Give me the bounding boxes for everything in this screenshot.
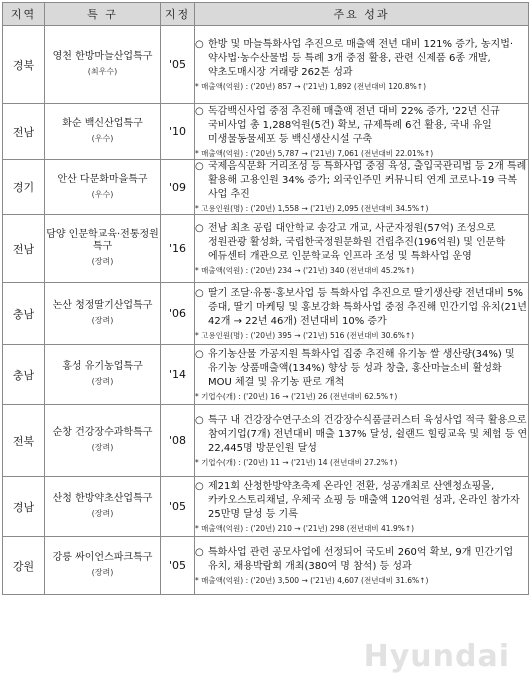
zone-name: 화순 백신산업특구 — [62, 118, 143, 129]
circle-bullet-icon: ○ — [195, 348, 204, 360]
performance-bullet — [195, 160, 528, 202]
region-cell — [3, 104, 45, 160]
zone-name: 산청 한방약초산업특구 — [52, 493, 153, 504]
zone-rating: (장려) — [91, 377, 114, 386]
header-region: 지역 — [3, 3, 45, 26]
performance-bullet — [195, 480, 528, 522]
performance-table — [2, 2, 529, 595]
circle-bullet-icon: ○ — [195, 414, 204, 426]
zone-cell — [45, 405, 161, 477]
circle-bullet-icon: ○ — [195, 222, 204, 234]
designation-year: '05 — [168, 58, 187, 71]
watermark: Hyundai — [363, 639, 510, 674]
region-cell — [3, 537, 45, 595]
performance-text: 유기농산물 가공지원 특화사업 집중 추진해 유기농 쌀 생산량(34%) 및 유기농 상품매출액(134%) 향상 등 성과 창출, 홍산마늘소비 활성화 MOU 체결 및 유기농 판로 개척 — [208, 348, 515, 388]
zone-cell — [45, 104, 161, 160]
performance-note: * 매출액(억원) : ('20년) 857 → ('21년) 1,892 (전년대비 120.8%↑) — [195, 81, 426, 91]
performance-cell — [195, 345, 529, 405]
region-label: 경남 — [12, 500, 35, 514]
zone-name: 논산 청정딸기산업특구 — [52, 300, 153, 311]
designation-year-cell — [161, 283, 195, 345]
zone-name: 홍성 유기농업특구 — [62, 361, 143, 372]
performance-text: 제21회 산청한방약초축제 온라인 전환, 성공개최로 산엔청쇼핑몰, 카카오스토리채널, 우체국 쇼핑 등 매출액 120억원 성과, 온라인 참가자 25만명 달성 등 기록 — [208, 480, 520, 520]
zone-rating: (장려) — [91, 316, 114, 325]
designation-year: '06 — [168, 307, 187, 320]
table-row — [3, 26, 529, 104]
performance-text: 국제음식문화 거리조성 등 특화사업 중점 육성, 출입국관리법 등 2개 특례 활용해 고용인원 34% 증가; 외국인주민 커뮤니티 연계 코로나-19 극복 사업 추진 — [208, 161, 527, 200]
circle-bullet-icon: ○ — [195, 546, 204, 558]
designation-year: '05 — [168, 559, 187, 572]
table-row — [3, 405, 529, 477]
performance-bullet — [195, 414, 528, 456]
region-cell — [3, 26, 45, 104]
zone-rating: (우수) — [91, 189, 114, 199]
designation-year-cell — [161, 160, 195, 215]
region-cell — [3, 345, 45, 405]
circle-bullet-icon: ○ — [195, 105, 204, 117]
designation-year: '16 — [168, 242, 187, 255]
performance-bullet — [195, 105, 528, 147]
performance-cell — [195, 537, 529, 595]
performance-cell — [195, 104, 529, 160]
table-row — [3, 215, 529, 283]
designation-year: '09 — [168, 180, 187, 194]
region-label: 충남 — [12, 307, 35, 321]
performance-bullet — [195, 222, 528, 264]
performance-cell — [195, 160, 529, 215]
designation-year-cell — [161, 215, 195, 283]
zone-cell — [45, 345, 161, 405]
performance-bullet — [195, 348, 528, 390]
zone-rating: (우수) — [91, 134, 114, 143]
performance-bullet — [195, 38, 528, 80]
zone-name: 순창 건강장수과학특구 — [52, 427, 153, 438]
performance-text: 특구 내 건강장수연구소의 건강장수식품클러스터 육성사업 적극 활용으로 참여기업(7개) 전년대비 매출 137% 달성, 쉴랜드 힐링교육 및 체험 등 연 22,445명 방문인원 달성 — [208, 414, 528, 454]
zone-cell — [45, 26, 161, 104]
header-zone: 특 구 — [45, 3, 161, 26]
region-label: 강원 — [12, 559, 35, 573]
performance-text: 독감백신사업 중점 추진해 매출액 전년 대비 22% 증가, '22년 신규 국비사업 총 1,288억원(5건) 확보, 규제특례 6건 활용, 국내 유일 미생물동물세포 등 백신생산시설 구축 — [208, 105, 500, 145]
region-cell — [3, 405, 45, 477]
performance-bullet — [195, 287, 528, 329]
zone-name: 담양 인문학교육·전통정원특구 — [46, 229, 159, 252]
zone-name: 영천 한방마늘산업특구 — [52, 51, 153, 62]
zone-cell — [45, 160, 161, 215]
circle-bullet-icon: ○ — [195, 480, 204, 492]
table-row — [3, 160, 529, 215]
performance-cell — [195, 283, 529, 345]
region-cell — [3, 283, 45, 345]
zone-name: 안산 다문화마을특구 — [57, 173, 148, 185]
performance-cell — [195, 477, 529, 537]
circle-bullet-icon: ○ — [195, 161, 204, 172]
performance-bullet — [195, 546, 528, 574]
designation-year-cell — [161, 477, 195, 537]
performance-note: * 매출액(억원) : ('20년) 5,787 → ('21년) 7,061 (전년대비 22.01%↑) — [195, 148, 434, 158]
performance-text: 특화사업 관련 공모사업에 선정되어 국도비 260억 확보, 9개 민간기업 유치, 채용박람회 개최(380여 명 참석) 등 성과 — [208, 546, 514, 572]
zone-rating: (장려) — [91, 257, 114, 266]
zone-name: 강릉 싸이언스파크특구 — [52, 552, 153, 563]
table-row — [3, 283, 529, 345]
region-label: 충남 — [12, 368, 35, 382]
designation-year-cell — [161, 537, 195, 595]
region-cell — [3, 215, 45, 283]
region-cell — [3, 160, 45, 215]
table-header-row — [3, 3, 529, 26]
designation-year: '05 — [168, 500, 187, 513]
designation-year-cell — [161, 26, 195, 104]
designation-year: '10 — [168, 125, 187, 138]
zone-rating: (최우수) — [87, 67, 118, 76]
designation-year-cell — [161, 104, 195, 160]
performance-note: * 기업수(개) : ('20년) 11 → ('21년) 14 (전년대비 27.2%↑) — [195, 457, 398, 467]
region-cell — [3, 477, 45, 537]
zone-rating: (장려) — [91, 509, 114, 518]
table-row — [3, 477, 529, 537]
circle-bullet-icon: ○ — [195, 38, 204, 50]
performance-note: * 기업수(개) : ('20년) 16 → ('21년) 26 (전년대비 62.5%↑) — [195, 391, 398, 401]
performance-note: * 매출액(억원) : ('20년) 210 → ('21년) 298 (전년대비 41.9%↑) — [195, 523, 415, 533]
performance-note: * 매출액(억원) : ('20년) 3,500 → ('21년) 4,607 (전년대비 31.6%↑) — [195, 575, 429, 585]
region-label: 전북 — [12, 434, 35, 448]
performance-text: 한방 및 마늘특화사업 추진으로 매출액 전년 대비 121% 증가, 농지법·약사법·농수산물법 등 특례 3개 중점 활용, 관련 신제품 6종 개발, 약초도매시장 거래량 262톤 성과 — [208, 38, 514, 78]
header-year: 지정 — [161, 3, 195, 26]
performance-text: 딸기 조달·유통·홍보사업 등 특화사업 추진으로 딸기생산량 전년대비 5% 증대, 딸기 마케팅 및 홍보강화 특화사업 중점 추진해 민간기업 유치(21년 42개 → 22년 46개) 전년대비 10% 증가 — [208, 287, 527, 327]
region-label: 경북 — [12, 58, 35, 72]
region-label: 전남 — [12, 242, 35, 256]
table-row — [3, 537, 529, 595]
header-performance: 주요 성과 — [195, 3, 529, 26]
zone-cell — [45, 537, 161, 595]
circle-bullet-icon: ○ — [195, 287, 204, 299]
zone-cell — [45, 477, 161, 537]
region-label: 전남 — [12, 125, 35, 139]
performance-note: * 고용인원(명) : ('20년) 395 → ('21년) 516 (전년대비 30.6%↑) — [195, 330, 415, 340]
designation-year-cell — [161, 345, 195, 405]
performance-cell — [195, 215, 529, 283]
zone-rating: (장려) — [91, 443, 114, 452]
table-body — [3, 26, 529, 595]
performance-cell — [195, 26, 529, 104]
zone-cell — [45, 283, 161, 345]
table-row — [3, 104, 529, 160]
zone-rating: (장려) — [91, 568, 114, 577]
performance-note: * 고용인원(명) : ('20년) 1,558 → ('21년) 2,095 (전년대비 34.5%↑) — [195, 204, 429, 213]
designation-year: '14 — [168, 368, 187, 381]
performance-cell — [195, 405, 529, 477]
performance-note: * 매출액(억원) : ('20년) 234 → ('21년) 340 (전년대비 45.2%↑) — [195, 265, 415, 275]
designation-year: '08 — [168, 434, 187, 447]
performance-text: 전남 최초 공립 대안학교 송강고 개교, 사군자정원(57억) 조성으로 정원관광 활성화, 국립한국정원문화원 건립추진(196억원) 및 인문학 에듀센터 개관으로 인문학교육 인프라 조성 및 특화사업 운영 — [208, 222, 506, 262]
zone-cell — [45, 215, 161, 283]
designation-year-cell — [161, 405, 195, 477]
table-row — [3, 345, 529, 405]
region-label: 경기 — [12, 181, 35, 194]
